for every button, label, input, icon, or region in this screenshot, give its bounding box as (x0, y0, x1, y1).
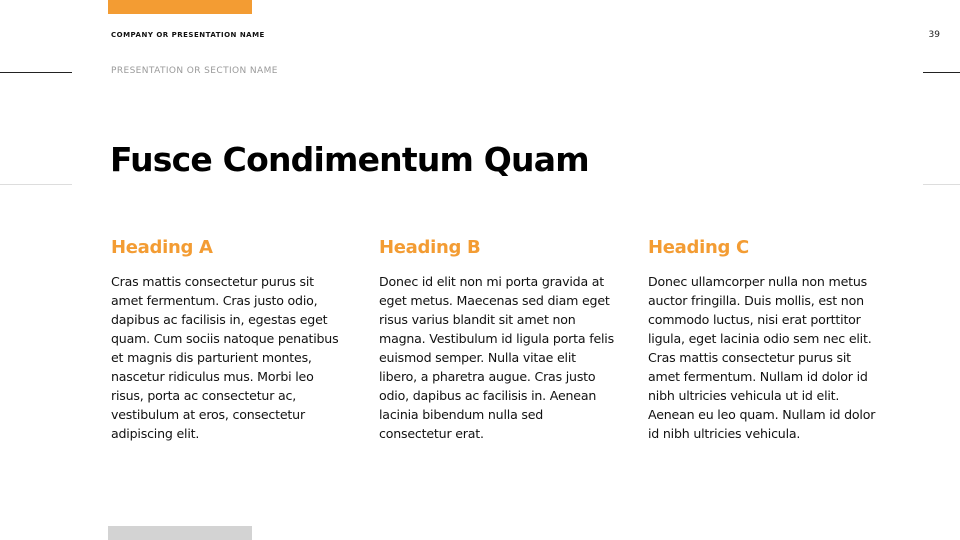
column-body-text: Donec ullamcorper nulla non metus auctor fringilla. Duis mollis, est non commodo luctus, nisi erat porttitor ligula, eget lacinia odio sem nec elit. Cras mattis consectetur purus sit amet fermentum. Nullam id dolor id nibh ultricies vehicula ut id elit. Aenean eu leo quam. Nullam id dolor id nibh ultricies vehicula. (648, 274, 876, 441)
content-column-a (111, 234, 349, 443)
top-accent-bar (108, 0, 252, 14)
footer-bar (108, 526, 252, 540)
title-divider-right (923, 184, 960, 185)
column-heading: Heading B (379, 237, 481, 258)
header-divider-left (0, 72, 72, 73)
content-column-b (379, 234, 617, 443)
content-column-c (648, 234, 886, 443)
column-heading: Heading A (111, 237, 213, 258)
company-name: COMPANY OR PRESENTATION NAME (111, 31, 265, 39)
page-number: 39 (928, 30, 940, 40)
section-name: PRESENTATION OR SECTION NAME (111, 66, 278, 76)
title-divider-left (0, 184, 72, 185)
header-divider-right (923, 72, 960, 73)
slide-title: Fusce Condimentum Quam (110, 140, 589, 179)
column-heading: Heading C (648, 237, 749, 258)
column-body-text: Donec id elit non mi porta gravida at eget metus. Maecenas sed diam eget risus varius blandit sit amet non magna. Vestibulum id ligula porta felis euismod semper. Nulla vitae elit libero, a pharetra augue. Cras justo odio, dapibus ac facilisis in. Aenean lacinia bibendum nulla sed consectetur erat. (379, 274, 614, 441)
column-body-text: Cras mattis consectetur purus sit amet fermentum. Cras justo odio, dapibus ac facilisis in, egestas eget quam. Cum sociis natoque penatibus et magnis dis parturient montes, nascetur ridiculus mus. Morbi leo risus, porta ac consectetur ac, vestibulum at eros, consectetur adipiscing elit. (111, 274, 339, 441)
